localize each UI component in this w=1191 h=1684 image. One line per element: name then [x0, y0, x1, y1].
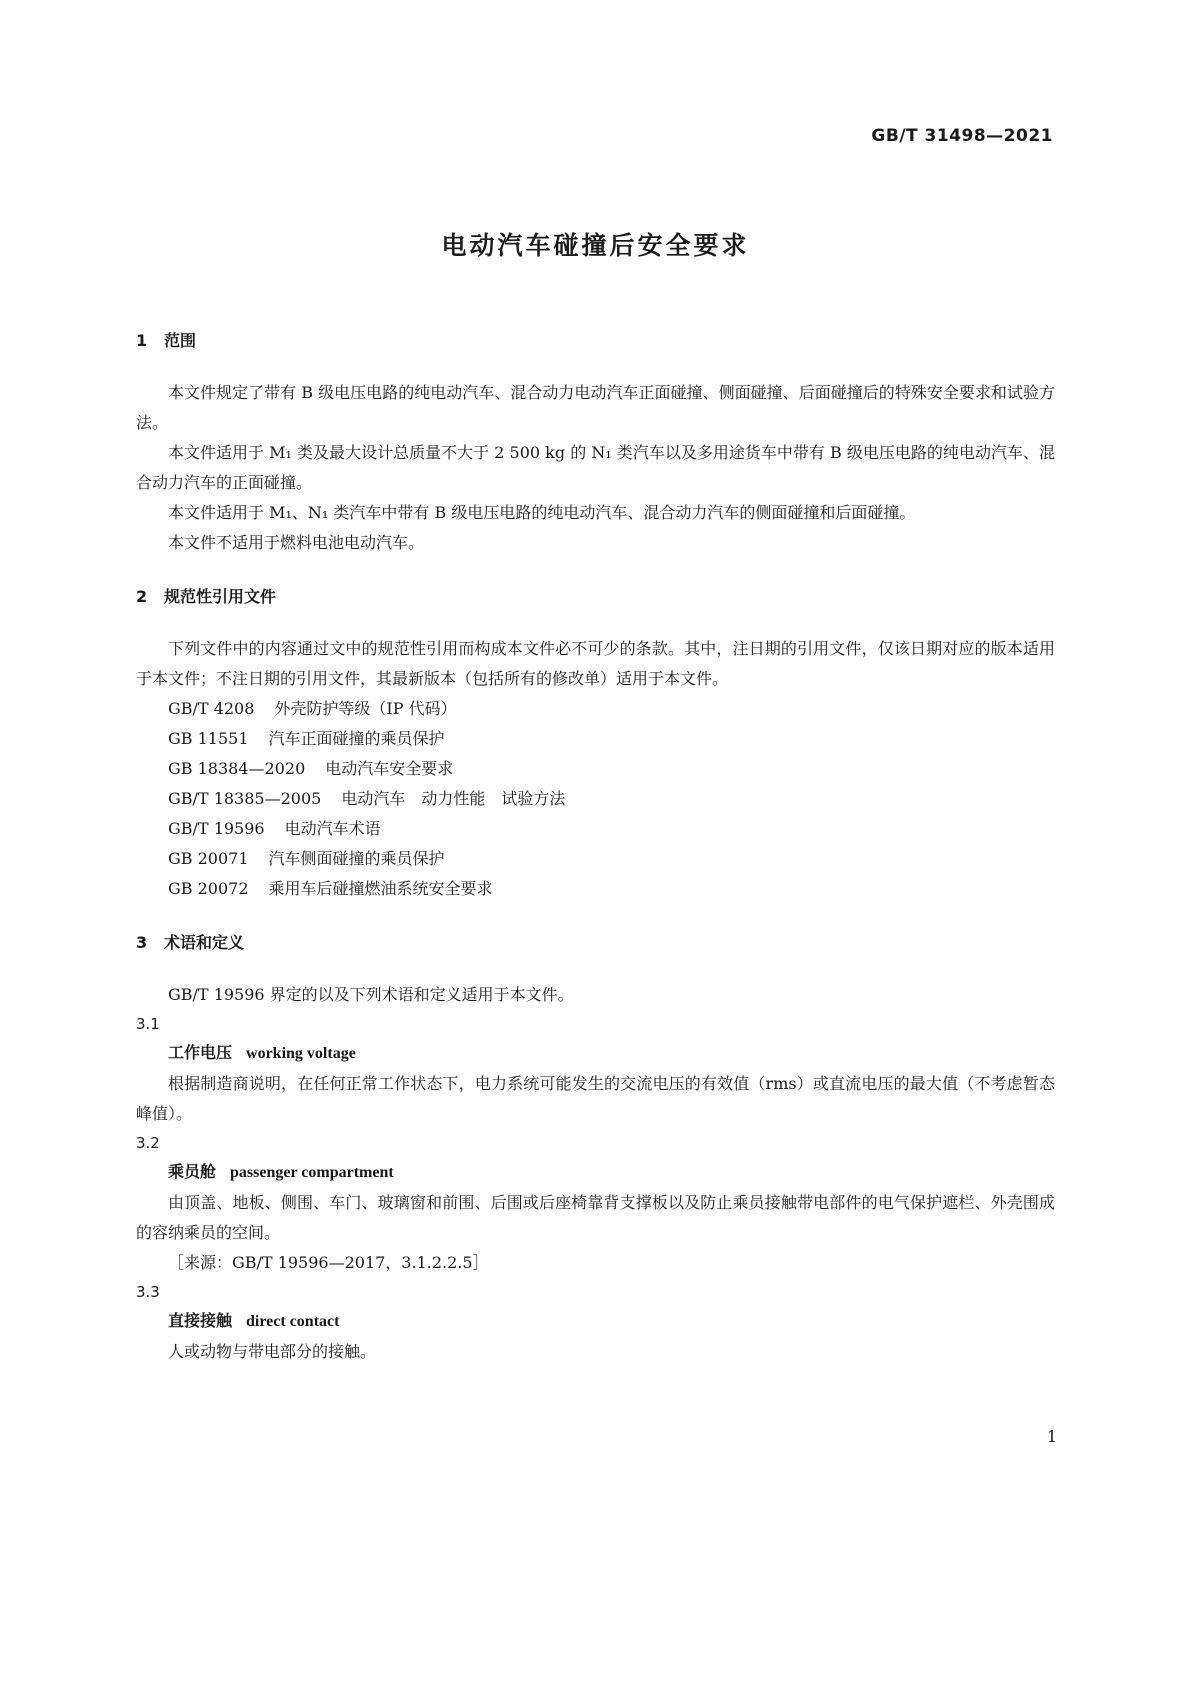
- reference-item: [136, 784, 1055, 814]
- term-english: passenger compartment: [230, 1164, 394, 1181]
- reference-item: [136, 844, 1055, 874]
- paragraph: 本文件适用于 M₁、N₁ 类汽车中带有 B 级电压电路的纯电动汽车、混合动力汽车的侧面碰撞和后面碰撞。: [168, 503, 916, 522]
- reference-code: GB 11551: [168, 729, 249, 748]
- section-number: 2: [136, 587, 148, 606]
- reference-code: GB/T 4208: [168, 699, 255, 718]
- reference-code: GB/T 18385—2005: [168, 789, 322, 808]
- clause-number: 3.1: [136, 1015, 160, 1033]
- page-number: 1: [1046, 1427, 1057, 1446]
- reference-code: GB 20071: [168, 849, 249, 868]
- paragraph: GB/T 19596 界定的以及下列术语和定义适用于本文件。: [168, 985, 574, 1004]
- term-english: working voltage: [246, 1045, 356, 1062]
- reference-code: GB 18384—2020: [168, 759, 306, 778]
- section-title: 术语和定义: [164, 933, 245, 952]
- paragraph: 下列文件中的内容通过文中的规范性引用而构成本文件必不可少的条款。其中，注日期的引用文件，仅该日期对应的版本适用于本文件；不注日期的引用文件，其最新版本（包括所有的修改单）适用于本文件。: [136, 639, 1055, 688]
- term-definition: 根据制造商说明，在任何正常工作状态下，电力系统可能发生的交流电压的有效值（rms）或直流电压的最大值（不考虑暂态峰值）。: [136, 1074, 1055, 1123]
- reference-title: 汽车正面碰撞的乘员保护: [268, 729, 445, 748]
- reference-title: 汽车侧面碰撞的乘员保护: [268, 849, 445, 868]
- paragraph: 本文件不适用于燃料电池电动汽车。: [168, 533, 425, 552]
- reference-item: [136, 754, 1055, 784]
- section-2-heading: [136, 586, 1055, 608]
- term-source: ［来源：GB/T 19596—2017，3.1.2.2.5］: [168, 1253, 489, 1272]
- reference-item: [136, 814, 1055, 844]
- reference-title: 外壳防护等级（IP 代码）: [274, 699, 457, 718]
- term-definition: 由顶盖、地板、侧围、车门、玻璃窗和前围、后围或后座椅靠背支撑板以及防止乘员接触带电部件的电气保护遮栏、外壳围成的容纳乘员的空间。: [136, 1193, 1055, 1242]
- reference-item: [136, 874, 1055, 904]
- term-heading: [136, 1306, 1055, 1337]
- reference-title: 电动汽车 动力性能 试验方法: [341, 789, 566, 808]
- term-definition: 人或动物与带电部分的接触。: [168, 1342, 377, 1361]
- reference-title: 电动汽车术语: [284, 819, 381, 838]
- term-chinese: 工作电压: [168, 1043, 233, 1062]
- term-chinese: 乘员舱: [168, 1162, 217, 1181]
- term-english: direct contact: [246, 1313, 340, 1330]
- standard-code: GB/T 31498—2021: [871, 126, 1053, 146]
- clause-number: 3.3: [136, 1283, 160, 1301]
- paragraph: 本文件规定了带有 B 级电压电路的纯电动汽车、混合动力电动汽车正面碰撞、侧面碰撞、后面碰撞后的特殊安全要求和试验方法。: [136, 383, 1055, 432]
- section-title: 规范性引用文件: [164, 587, 277, 606]
- reference-code: GB/T 19596: [168, 819, 265, 838]
- term-heading: [136, 1038, 1055, 1069]
- section-title: 范围: [164, 331, 197, 350]
- term-heading: [136, 1157, 1055, 1188]
- section-number: 3: [136, 933, 148, 952]
- reference-code: GB 20072: [168, 879, 249, 898]
- document-body: [136, 330, 1055, 1367]
- section-number: 1: [136, 331, 148, 350]
- reference-title: 电动汽车安全要求: [325, 759, 454, 778]
- reference-item: [136, 694, 1055, 724]
- reference-title: 乘用车后碰撞燃油系统安全要求: [268, 879, 493, 898]
- paragraph: 本文件适用于 M₁ 类及最大设计总质量不大于 2 500 kg 的 N₁ 类汽车以及多用途货车中带有 B 级电压电路的纯电动汽车、混合动力汽车的正面碰撞。: [136, 443, 1055, 492]
- clause-number: 3.2: [136, 1134, 160, 1152]
- section-3-heading: [136, 932, 1055, 954]
- section-1-heading: [136, 330, 1055, 352]
- document-title: 电动汽车碰撞后安全要求: [441, 231, 750, 260]
- reference-item: [136, 724, 1055, 754]
- term-chinese: 直接接触: [168, 1311, 233, 1330]
